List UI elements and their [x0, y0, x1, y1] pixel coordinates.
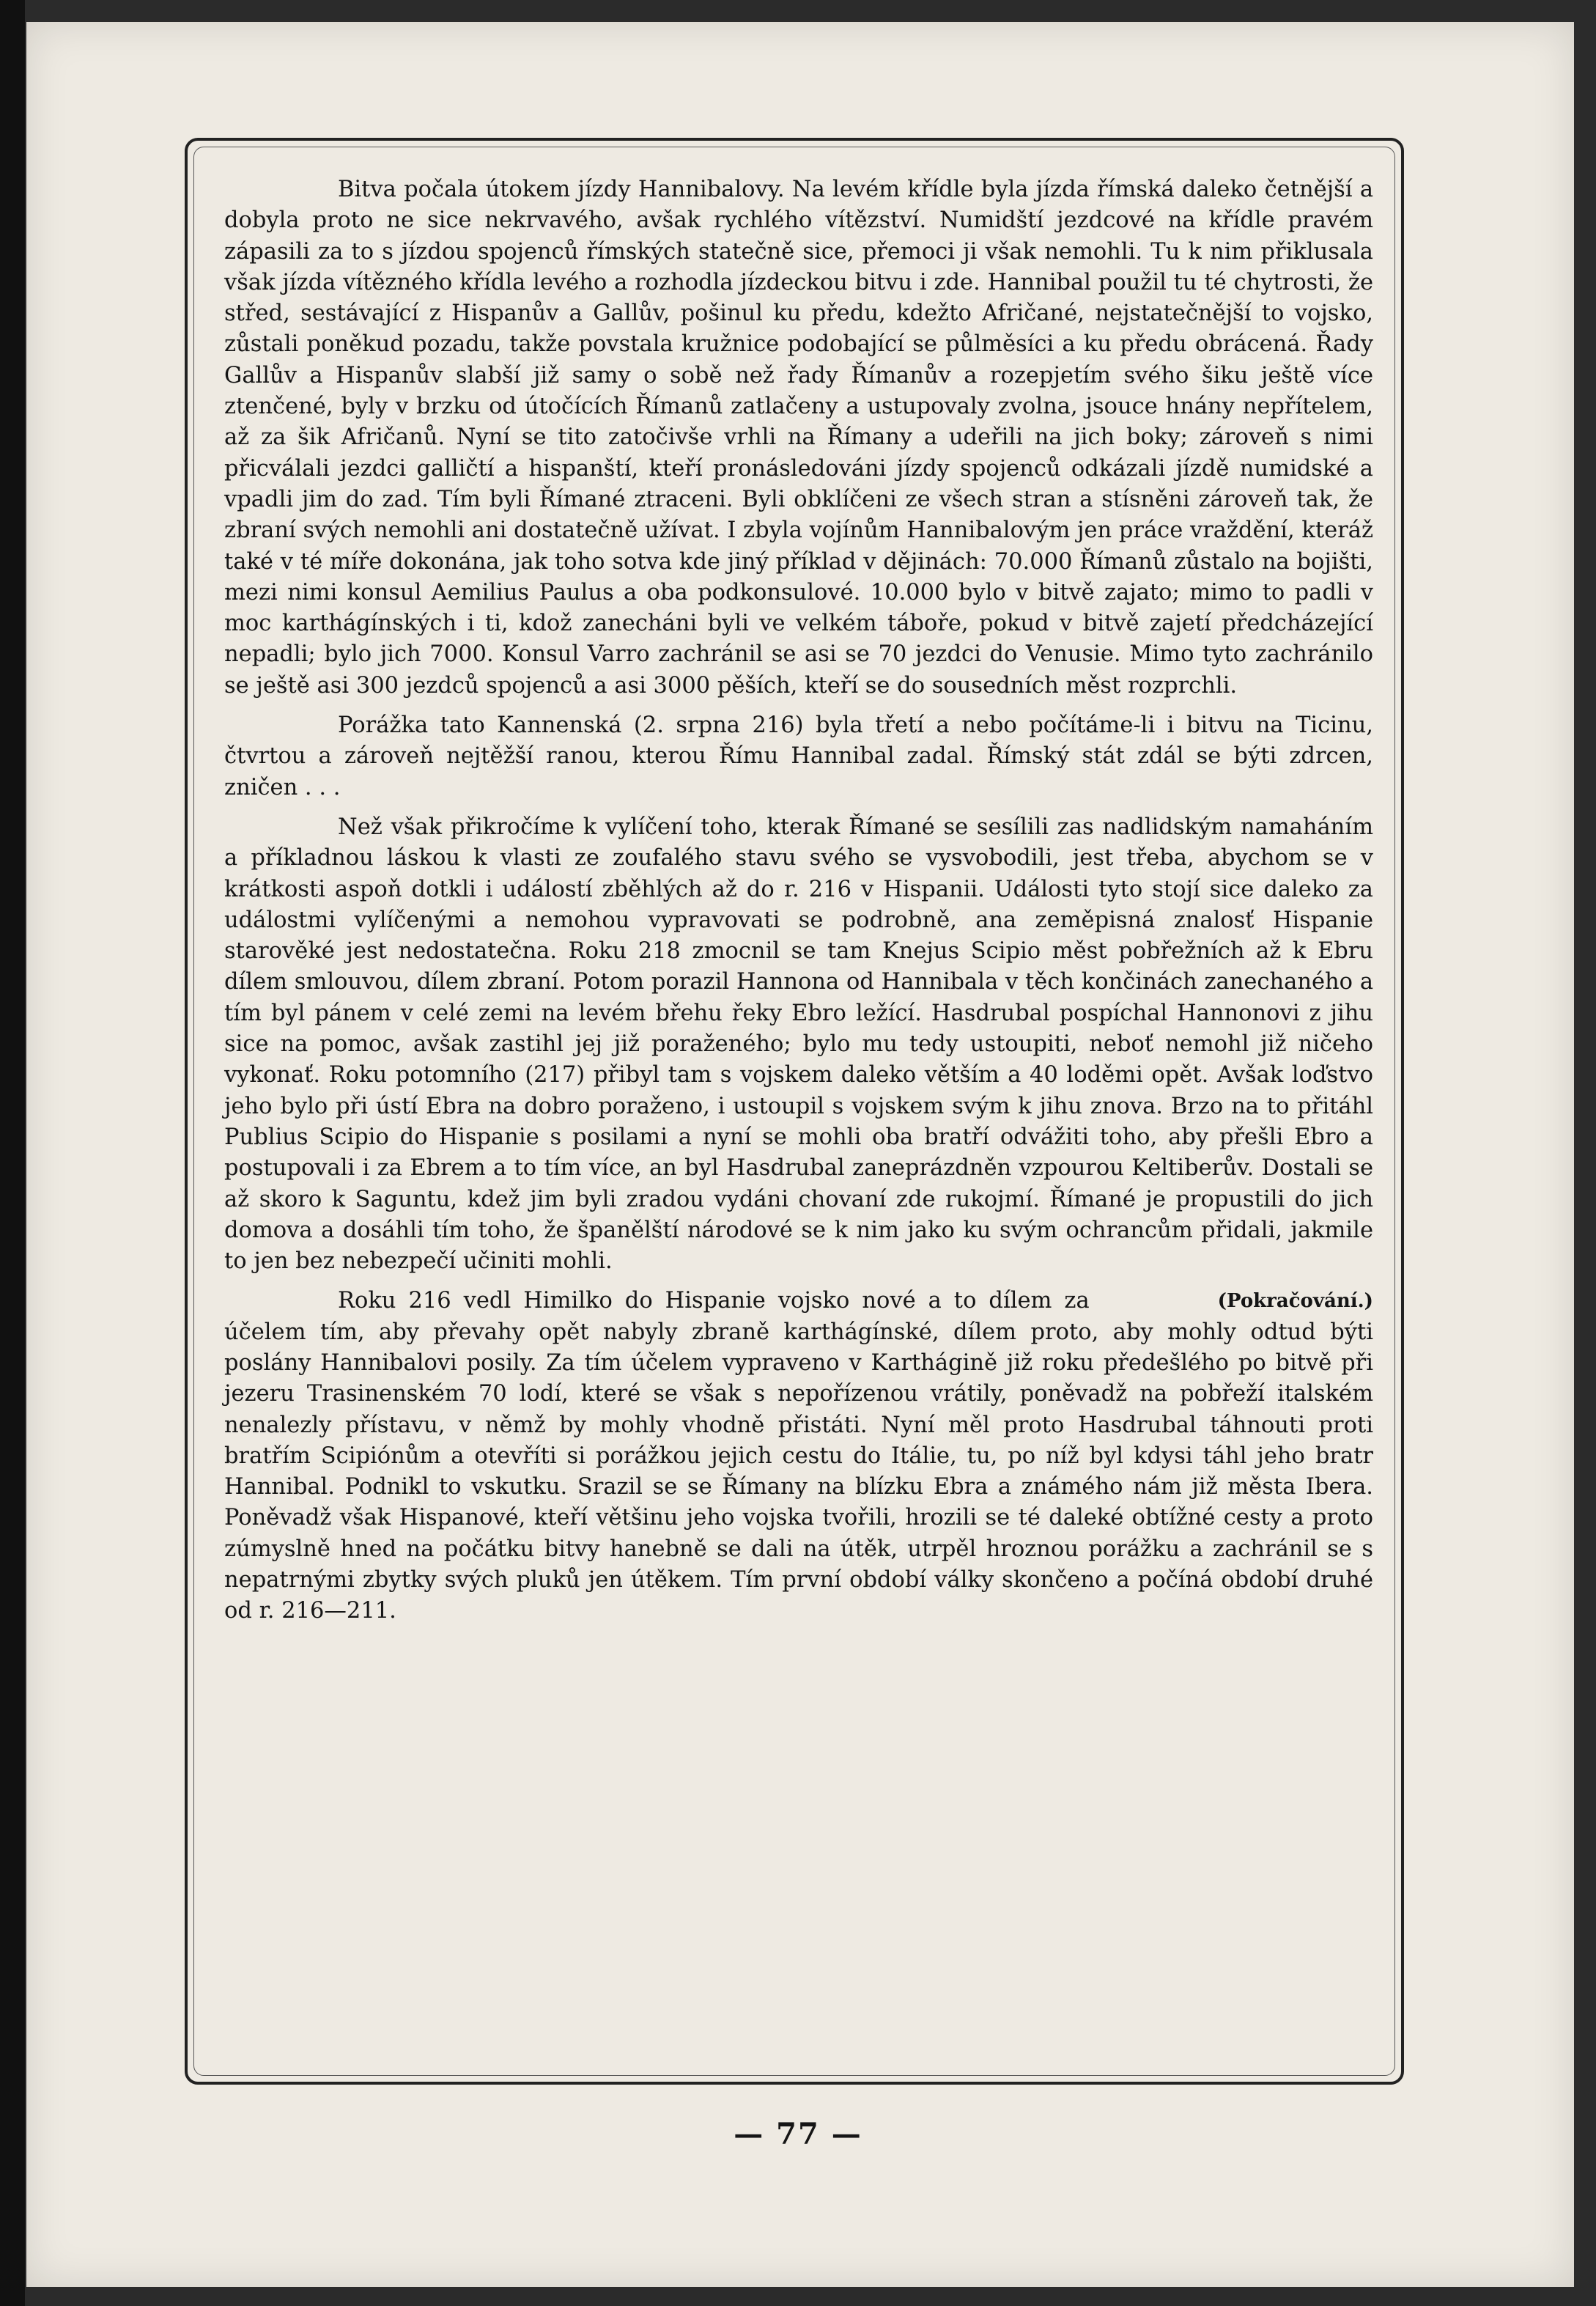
paragraph-himilko-text: Roku 216 vedl Himilko do Hispanie vojsko nové a to dílem za účelem tím, aby převahy opět nabyly zbraně karthágínské, dílem proto, aby mohly odtud býti poslány Hannibalovi posily. Za tím účelem vypraveno v Karthágině již roku předešlého po bitvě při jezeru Trasinenském 70 lodí, které se však s nepořízenou vrátily, poněvadž na pobřeží italském nenalezly přístavu, v němž by mohly vhodně přistáti. Nyní měl proto Hasdrubal táhnouti proti bratřím Scipiónům a otevříti si porážkou jejich cestu do Itálie, tu, po níž byl kdysi táhl jeho bratr Hannibal. Podnikl to vskutku. Srazil se se Římany na blízku Ebra a známého nám již města Ibera. Poněvadž však Hispanové, kteří většinu jeho vojska tvořili, hrozili se té daleké obtížné cesty a proto zúmyslně hned na počátku bitvy hanebně se dali na útěk, utrpěl hroznou porážku a zachránil se s nepatrnými zbytky svých pluků jen útěkem. Tím první období války skončeno a počíná období druhé od r. 216—211. [224, 1288, 1373, 1624]
paragraph-hispania: Než však přikročíme k vylíčení toho, kterak Římané se sesílili zas nadlidským namaháním a příkladnou láskou k vlasti ze zoufalého stavu svého se vysvobodili, jest třeba, abychom se v krátkosti aspoň dotkli i událostí zběhlých až do r. 216 v Hispanii. Události tyto stojí sice daleko za událostmi vylíčenými a nemohou vypravovati se podrobně, ana zeměpisná znalosť Hispanie starověké jest nedostatečna. Roku 218 zmocnil se tam Knejus Scipio měst pobřežních až k Ebru dílem smlouvou, dílem zbraní. Potom porazil Hannona od Hannibala v těch končinách zanechaného a tím byl pánem v celé zemi na levém břehu řeky Ebro ležící. Hasdrubal pospíchal Hannonovi z jihu sice na pomoc, avšak zastihl jej již poraženého; bylo mu tedy ustoupiti, neboť nemohl již ničeho vykonať. Roku potomního (217) přibyl tam s vojskem daleko větším a 40 loděmi opět. Avšak loďstvo jeho bylo při ústí Ebra na dobro poraženo, i ustoupil s vojskem svým k jihu znova. Brzo na to přitáhl Publius Scipio do Hispanie s posilami a nyní se mohli oba bratří odvážiti toho, aby přešli Ebro a postupovali i za Ebrem a to tím více, an byl Hasdrubal zaneprázdněn vzpourou Keltiberův. Dostali se až skoro k Saguntu, kdež jim byli zradou vydáni chovaní zde rukojmí. Římané je propustili do jich domova a dosáhli tím toho, že španělští národové se k nim jako ku svým ochrancům přidali, jakmile to jen bez nebezpečí učiniti mohli. [224, 814, 1373, 1275]
paragraph-defeat: Porážka tato Kannenská (2. srpna 216) byla třetí a nebo počítáme-li i bitvu na Ticinu, čtvrtou a zároveň nejtěžší ranou, kterou Římu Hannibal zadal. Římský stát zdál se býti zdrcen, zničen . . . [224, 712, 1373, 800]
continuation-label: (Pokračování.) [1217, 1290, 1373, 1313]
page-number: — 77 — [734, 2117, 862, 2151]
article-body [224, 174, 1373, 1636]
scan-left-edge [0, 0, 25, 2306]
paragraph-battle: Bitva počala útokem jízdy Hannibalovy. Na levém křídle byla jízda římská daleko četnější a dobyla proto ne sice nekrvavého, avšak rychlého vítězství. Numidští jezdcové na křídle pravém zápasili za to s jízdou spojenců římských statečně sice, přemoci ji však nemohli. Tu k nim přiklusala však jízda vítězného křídla levého a rozhodla jízdeckou bitvu i zde. Hannibal použil tu té chytrosti, že střed, sestávající z Hispanův a Gallův, pošinul ku předu, kdežto Afričané, nejstatečnější to vojsko, zůstali poněkud pozadu, takže povstala kružnice podobající se půlměsíci a ku předu obrácená. Řady Gallův a Hispanův slabší již samy o sobě než řady Římanův a rozepjetím svého šiku ještě více ztenčené, byly v brzku od útočících Římanů zatlačeny a ustupovaly zvolna, jsouce hnány nepřítelem, až za šik Afričanů. Nyní se tito zatočivše vrhli na Římany a udeřili na jich boky; zároveň s nimi přicválali jezdci galličtí a hispanští, kteří pronásledováni jízdy spojenců odkázali jízdě numidské a vpadli jim do zad. Tím byli Římané ztraceni. Byli obklíčeni ze všech stran a stísněni zároveň tak, že zbraní svých nemohli ani dostatečně užívat. I zbyla vojínům Hannibalovým jen práce vraždění, kteráž také v té míře dokonána, jak toho sotva kde jiný příklad v dějinách: 70.000 Římanů zůstalo na bojišti, mezi nimi konsul Aemilius Paulus a oba podkonsulové. 10.000 bylo v bitvě zajato; mimo to padli v moc karthágínských i ti, kdož zanecháni byli ve velkém táboře, pokud v bitvě zajetí předcházející nepadli; bylo jich 7000. Konsul Varro zachránil se asi se 70 jezdci do Venusie. Mimo tyto zachránilo se ještě asi 300 jezdců spojenců a asi 3000 pěších, kteří se do sousedních měst rozprchli. [224, 177, 1374, 699]
paragraph-himilko [224, 1286, 1373, 1627]
